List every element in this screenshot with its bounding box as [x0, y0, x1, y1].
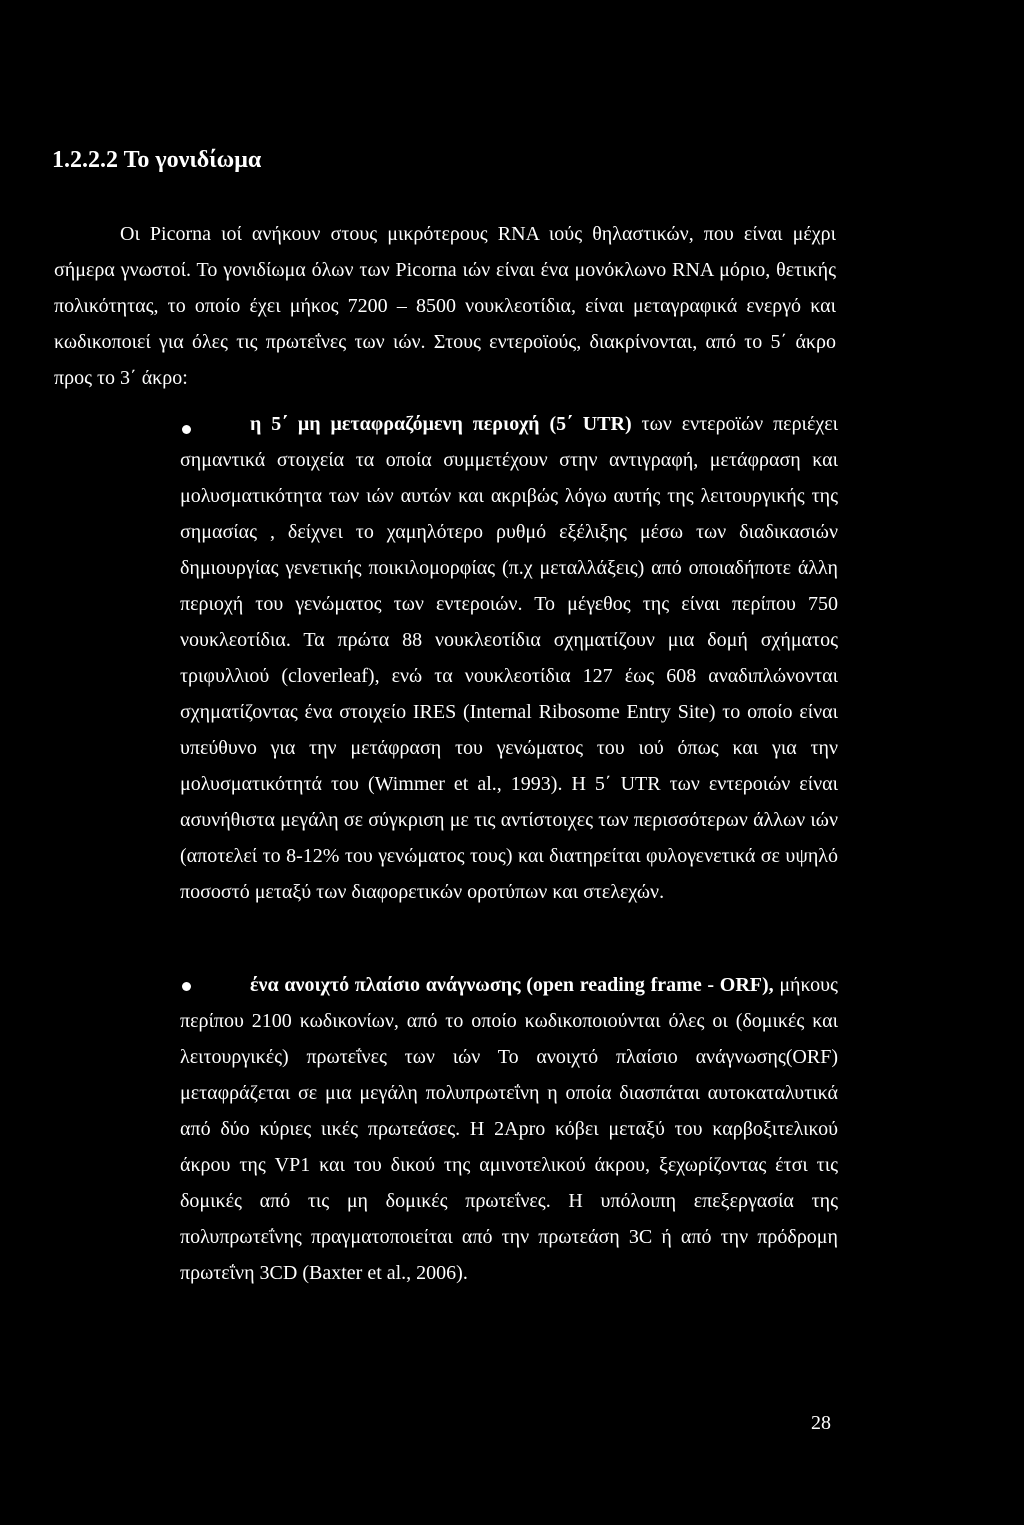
intro-paragraph: Οι Picorna ιοί ανήκουν στους μικρότερους RNA ιούς θηλαστικών, που είναι μέχρι σήμερα γνωστοί. Το γονιδίωμα όλων των Picorna ιών είναι ένα μονόκλωνο RNA μόριο, θετικής πολικότητας, το οποίο έχει μήκος 7200 – 8500 νουκλεοτίδια, είναι μεταγραφικά ενεργό και κωδικοποιεί για όλες τις πρωτεΐνες των ιών. Στους εντεροϊούς, διακρίνονται, από το 5΄ άκρο προς το 3΄ άκρο: — [54, 223, 836, 389]
section-heading: 1.2.2.2 Το γονιδίωμα — [52, 147, 262, 173]
bullet-term: η 5΄ μη μεταφραζόμενη περιοχή (5΄ UTR) — [250, 413, 632, 435]
bullet-item-5utr — [180, 406, 838, 910]
bullet-text: των εντεροϊών περιέχει σημαντικά στοιχεία τα οποία συμμετέχουν στην αντιγραφή, μετάφραση και μολυσματικότητα των ιών αυτών και ακριβώς λόγω αυτής της λειτουργικής της σημασίας , δείχνει το χαμηλότερο ρυθμό εξέλιξης μέσω των διαδικασιών δημιουργίας γενετικής ποικιλομορφίας (π.χ μεταλλάξεις) από οποιαδήποτε άλλη περιοχή του γενώματος των εντεροιών. Το μέγεθος της είναι περίπου 750 νουκλεοτίδια. Τα πρώτα 88 νουκλεοτίδια σχηματίζουν μια δομή σχήματος τριφυλλιού (cloverleaf), ενώ τα νουκλεοτίδια 127 έως 608 αναδιπλώνονται σχηματίζοντας ένα στοιχείο IRES (Internal Ribosome Entry Site) το οποίο είναι υπεύθυνο για την μετάφραση του γενώματος του ιού όπως και για την μολυσματικότητά του (Wimmer et al., 1993). Η 5΄ UTR των εντεροιών είναι ασυνήθιστα μεγάλη σε σύγκριση με τις αντίστοιχες των περισσότερων άλλων ιών (αποτελεί το 8-12% του γενώματος τους) και διατηρείται φυλογενετικά σε υψηλό ποσοστό μεταξύ των διαφορετικών οροτύπων και στελεχών. — [180, 413, 838, 903]
bullet-item-orf — [180, 967, 838, 1291]
bullet-term: ένα ανοιχτό πλαίσιο ανάγνωσης (open reading frame - ORF), — [250, 974, 774, 996]
page-number: 28 — [811, 1412, 831, 1434]
bullet-text: μήκους περίπου 2100 κωδικονίων, από το οποίο κωδικοποιούνται όλες οι (δομικές και λειτουργικές) πρωτεΐνες των ιών Το ανοιχτό πλαίσιο ανάγνωσης(ORF) μεταφράζεται σε μια μεγάλη πολυπρωτεΐνη η οποία διασπάται αυτοκαταλυτικά από δύο κύριες ιικές πρωτεάσες. Η 2Apro κόβει μεταξύ του καρβοξιτελικού άκρου της VP1 και του δικού της αμινοτελικού άκρου, ξεχωρίζοντας έτσι τις δομικές από τις μη δομικές πρωτεΐνες. Η υπόλοιπη επεξεργασία της πολυπρωτεΐνης πραγματοποιείται από την πρωτεάση 3C ή από την πρόδρομη πρωτεΐνη 3CD (Baxter et al., 2006). — [180, 974, 838, 1284]
